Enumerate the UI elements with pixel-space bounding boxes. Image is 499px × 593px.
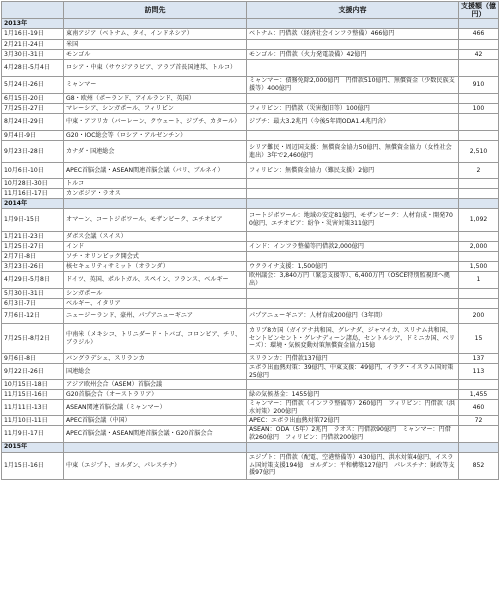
header-date	[2, 2, 64, 19]
visit-destination: オマーン、コートジボワール、モザンビーク、エチオピア	[64, 209, 247, 232]
support-amount	[459, 179, 499, 189]
visit-date: 1月15日-16日	[2, 452, 64, 479]
table-row	[2, 324, 499, 354]
visit-date: 1月21日-23日	[2, 232, 64, 242]
support-amount: 137	[459, 354, 499, 364]
support-content: カリブ8カ国（ガイアナ共和国、グレナダ、ジャマイカ、スリナム共和国、セントビンセント・グレナディーン諸島、セントルシア、ドミニカ国、ベリーズ）：環境・気候変動対策無償資金協力15億	[247, 324, 459, 354]
visit-date: 10月15日-18日	[2, 380, 64, 390]
visit-date: 10月6日-10日	[2, 163, 64, 179]
support-content	[247, 252, 459, 262]
support-content	[247, 289, 459, 299]
support-content: ミャンマー：円借款（インフラ整備等）260億円 フィリピン：円借款（洪水対策）200億円	[247, 400, 459, 416]
visit-date: 1月9日-15日	[2, 209, 64, 232]
table-row	[2, 104, 499, 114]
support-content: ASEAN：ODA（5年）2兆円 ラオス：円借款90億円 ミャンマー：円借款260億円 フィリピン：円借款200億円	[247, 426, 459, 442]
visit-destination: APEC首脳会議（中国）	[64, 416, 247, 426]
visit-date: 7月25日-8月2日	[2, 324, 64, 354]
year-visit-cell	[64, 199, 247, 209]
support-content	[247, 232, 459, 242]
visit-date: 11月16日-17日	[2, 189, 64, 199]
table-row	[2, 29, 499, 40]
table-row	[2, 242, 499, 252]
support-amount	[459, 131, 499, 141]
table-row	[2, 364, 499, 380]
visit-date: 9月4日-9日	[2, 131, 64, 141]
visit-destination: APEC首脳会議・ASEAN関連首脳会議・G20首脳会合	[64, 426, 247, 442]
visit-destination: モンゴル	[64, 50, 247, 60]
support-amount	[459, 299, 499, 309]
support-amount: 1,092	[459, 209, 499, 232]
support-amount: 113	[459, 364, 499, 380]
header-row	[2, 2, 499, 19]
table-row	[2, 189, 499, 199]
visit-date: 4月28日-5月4日	[2, 60, 64, 77]
visit-date: 9月23日-28日	[2, 141, 64, 163]
support-amount: 460	[459, 400, 499, 416]
visit-destination: バングラデシュ、スリランカ	[64, 354, 247, 364]
visit-date: 2月21日-24日	[2, 40, 64, 50]
table-row	[2, 426, 499, 442]
visit-date: 11月10日-11日	[2, 416, 64, 426]
table-row	[2, 163, 499, 179]
table-row	[2, 380, 499, 390]
support-amount	[459, 94, 499, 104]
visit-date: 7月6日-12日	[2, 309, 64, 324]
support-content: エボラ出血熱対策：39億円、中東支援：49億円、イラク・イスラム国対策25億円	[247, 364, 459, 380]
support-amount	[459, 60, 499, 77]
support-content: ベトナム：円借款（経済社会インフラ整備）466億円	[247, 29, 459, 40]
table-row	[2, 141, 499, 163]
support-content: フィリピン：無償資金協力（難民支援）2億円	[247, 163, 459, 179]
year-support-cell	[247, 442, 459, 452]
visit-destination: カンボジア・ラオス	[64, 189, 247, 199]
table-row	[2, 209, 499, 232]
visit-destination: G20首脳会合（オーストラリア）	[64, 390, 247, 400]
support-content: ジブチ：最大3.2兆円（今後5年間ODA1.4兆円含）	[247, 114, 459, 131]
support-amount: 1,455	[459, 390, 499, 400]
visit-destination: マレーシア、シンガポール、フィリピン	[64, 104, 247, 114]
visit-date: 7月25日-27日	[2, 104, 64, 114]
visit-date: 1月16日-19日	[2, 29, 64, 40]
table-row	[2, 77, 499, 94]
support-content	[247, 94, 459, 104]
visit-date: 11月11日-13日	[2, 400, 64, 416]
support-amount	[459, 232, 499, 242]
support-amount: 100	[459, 104, 499, 114]
year-row	[2, 19, 499, 29]
visit-destination: G20・IOC総会等（ロシア・アルゼンチン）	[64, 131, 247, 141]
support-amount: 2,510	[459, 141, 499, 163]
visit-date: 6月15日-20日	[2, 94, 64, 104]
support-amount: 1,500	[459, 262, 499, 272]
visit-destination: 米国	[64, 40, 247, 50]
visit-destination: 核セキュリティサミット（オランダ）	[64, 262, 247, 272]
table-row	[2, 309, 499, 324]
visit-date: 1月25日-27日	[2, 242, 64, 252]
table-row	[2, 94, 499, 104]
support-content: コートジボワール：地域の安定81億円、モザンビーク：人材育成・開発700億円、エチオピア：紛争・災害対策311億円	[247, 209, 459, 232]
table-row	[2, 416, 499, 426]
year-amount-cell	[459, 19, 499, 29]
table-body	[2, 19, 499, 480]
visit-destination: ASEAN関連首脳会議（ミャンマー）	[64, 400, 247, 416]
support-content: ウクライナ支援：1,500億円	[247, 262, 459, 272]
visit-date: 2月7日-8日	[2, 252, 64, 262]
support-content: 緑の気候基金：1455億円	[247, 390, 459, 400]
visit-destination: 国連総会	[64, 364, 247, 380]
support-amount	[459, 426, 499, 442]
visit-date: 4月29日-5月8日	[2, 272, 64, 289]
support-amount	[459, 189, 499, 199]
visit-destination: APEC首脳会議・ASEAN関連首脳会議（バリ、ブルネイ）	[64, 163, 247, 179]
visit-destination: トルコ	[64, 179, 247, 189]
support-amount	[459, 114, 499, 131]
support-content: フィリピン：円借款（災害復旧等）100億円	[247, 104, 459, 114]
support-content: インド：インフラ整備等円借款2,000億円	[247, 242, 459, 252]
support-amount: 200	[459, 309, 499, 324]
support-amount	[459, 40, 499, 50]
support-amount: 72	[459, 416, 499, 426]
support-amount: 42	[459, 50, 499, 60]
visit-date: 9月6日-8日	[2, 354, 64, 364]
table-row	[2, 354, 499, 364]
support-content: スリランカ：円借款137億円	[247, 354, 459, 364]
visit-destination: インド	[64, 242, 247, 252]
visit-date: 9月22日-26日	[2, 364, 64, 380]
support-content	[247, 189, 459, 199]
table-header	[2, 2, 499, 19]
table-row	[2, 262, 499, 272]
header-visit: 訪問先	[64, 2, 247, 19]
visit-destination: ベルギー、イタリア	[64, 299, 247, 309]
year-amount-cell	[459, 199, 499, 209]
table-row	[2, 252, 499, 262]
visit-destination: ソチ・オリンピック開会式	[64, 252, 247, 262]
year-label: 2014年	[2, 199, 64, 209]
support-content	[247, 380, 459, 390]
table-row	[2, 390, 499, 400]
visit-date: 5月30日-31日	[2, 289, 64, 299]
support-content: エジプト：円借款（配電、空港整備等）430億円、洪水対策4億円、イスラム国対策支援194億 ヨルダン：平和構築127億円 パレスチナ：財政等支援97億円	[247, 452, 459, 479]
visit-date: 11月15日-16日	[2, 390, 64, 400]
visit-destination: ダボス会議（スイス）	[64, 232, 247, 242]
support-content: シリア難民・周辺国支援：無償資金協力50億円、無償資金協力（女性社会進出）3年で2,460億円	[247, 141, 459, 163]
visit-destination: 中南米（メキシコ、トリニダード・トバゴ、コロンビア、チリ、ブラジル）	[64, 324, 247, 354]
year-amount-cell	[459, 442, 499, 452]
year-label: 2013年	[2, 19, 64, 29]
table-row	[2, 289, 499, 299]
support-amount: 15	[459, 324, 499, 354]
year-support-cell	[247, 19, 459, 29]
visit-destination: 東南アジア（ベトナム、タイ、インドネシア）	[64, 29, 247, 40]
support-amount: 1	[459, 272, 499, 289]
visit-destination: シンガポール	[64, 289, 247, 299]
support-content	[247, 179, 459, 189]
table-row	[2, 452, 499, 479]
header-support: 支援内容	[247, 2, 459, 19]
visit-support-table	[1, 1, 499, 480]
visit-date: 3月23日-26日	[2, 262, 64, 272]
support-content: モンゴル：円借款（火力発電設備）42億円	[247, 50, 459, 60]
visit-date: 8月24日-29日	[2, 114, 64, 131]
support-amount: 852	[459, 452, 499, 479]
table-row	[2, 299, 499, 309]
table-row	[2, 272, 499, 289]
visit-date: 3月30日-31日	[2, 50, 64, 60]
visit-destination: 中東（エジプト、ヨルダン、パレスチナ）	[64, 452, 247, 479]
support-content	[247, 299, 459, 309]
table-row	[2, 50, 499, 60]
visit-table-wrapper	[1, 1, 498, 480]
visit-destination: ニュージーランド、豪州、パプアニューギニア	[64, 309, 247, 324]
year-visit-cell	[64, 442, 247, 452]
visit-destination: ロシア・中東（サウジアラビア、アラブ首長国連邦、トルコ）	[64, 60, 247, 77]
visit-date: 5月24日-26日	[2, 77, 64, 94]
year-label: 2015年	[2, 442, 64, 452]
support-amount: 2	[459, 163, 499, 179]
support-content: パプアニューギニア：人材育成200億円（3年間）	[247, 309, 459, 324]
visit-destination: ミャンマー	[64, 77, 247, 94]
table-row	[2, 131, 499, 141]
support-content: 欧州議会：3,840万円（緊急支援等）、6,400万円（OSCE特別監視団へ拠出）	[247, 272, 459, 289]
support-amount: 2,000	[459, 242, 499, 252]
year-support-cell	[247, 199, 459, 209]
support-amount	[459, 252, 499, 262]
table-row	[2, 400, 499, 416]
visit-date: 10月28日-30日	[2, 179, 64, 189]
support-amount: 466	[459, 29, 499, 40]
support-amount: 910	[459, 77, 499, 94]
visit-destination: アジア欧州会合（ASEM）首脳会議	[64, 380, 247, 390]
table-row	[2, 179, 499, 189]
table-row	[2, 60, 499, 77]
table-row	[2, 232, 499, 242]
year-row	[2, 442, 499, 452]
support-content	[247, 131, 459, 141]
visit-date: 11月9日-17日	[2, 426, 64, 442]
year-row	[2, 199, 499, 209]
header-amount: 支援額（億円）	[459, 2, 499, 19]
support-content	[247, 60, 459, 77]
table-row	[2, 114, 499, 131]
visit-destination: ドイツ、英国、ポルトガル、スペイン、フランス、ベルギー	[64, 272, 247, 289]
visit-date: 6月3日-7日	[2, 299, 64, 309]
support-amount	[459, 380, 499, 390]
support-amount	[459, 289, 499, 299]
support-content	[247, 40, 459, 50]
visit-destination: 中東・アフリカ（バーレーン、クウェート、ジブチ、カタール）	[64, 114, 247, 131]
support-content: ミャンマー：債務免除2,000億円 円借款510億円、無償資金（少数民族支援等）400億円	[247, 77, 459, 94]
visit-destination: カナダ・国連総会	[64, 141, 247, 163]
table-row	[2, 40, 499, 50]
visit-destination: G8・欧州（ポーランド、アイルランド、英国）	[64, 94, 247, 104]
support-content: APEC：エボラ出血熱対策72億円	[247, 416, 459, 426]
year-visit-cell	[64, 19, 247, 29]
